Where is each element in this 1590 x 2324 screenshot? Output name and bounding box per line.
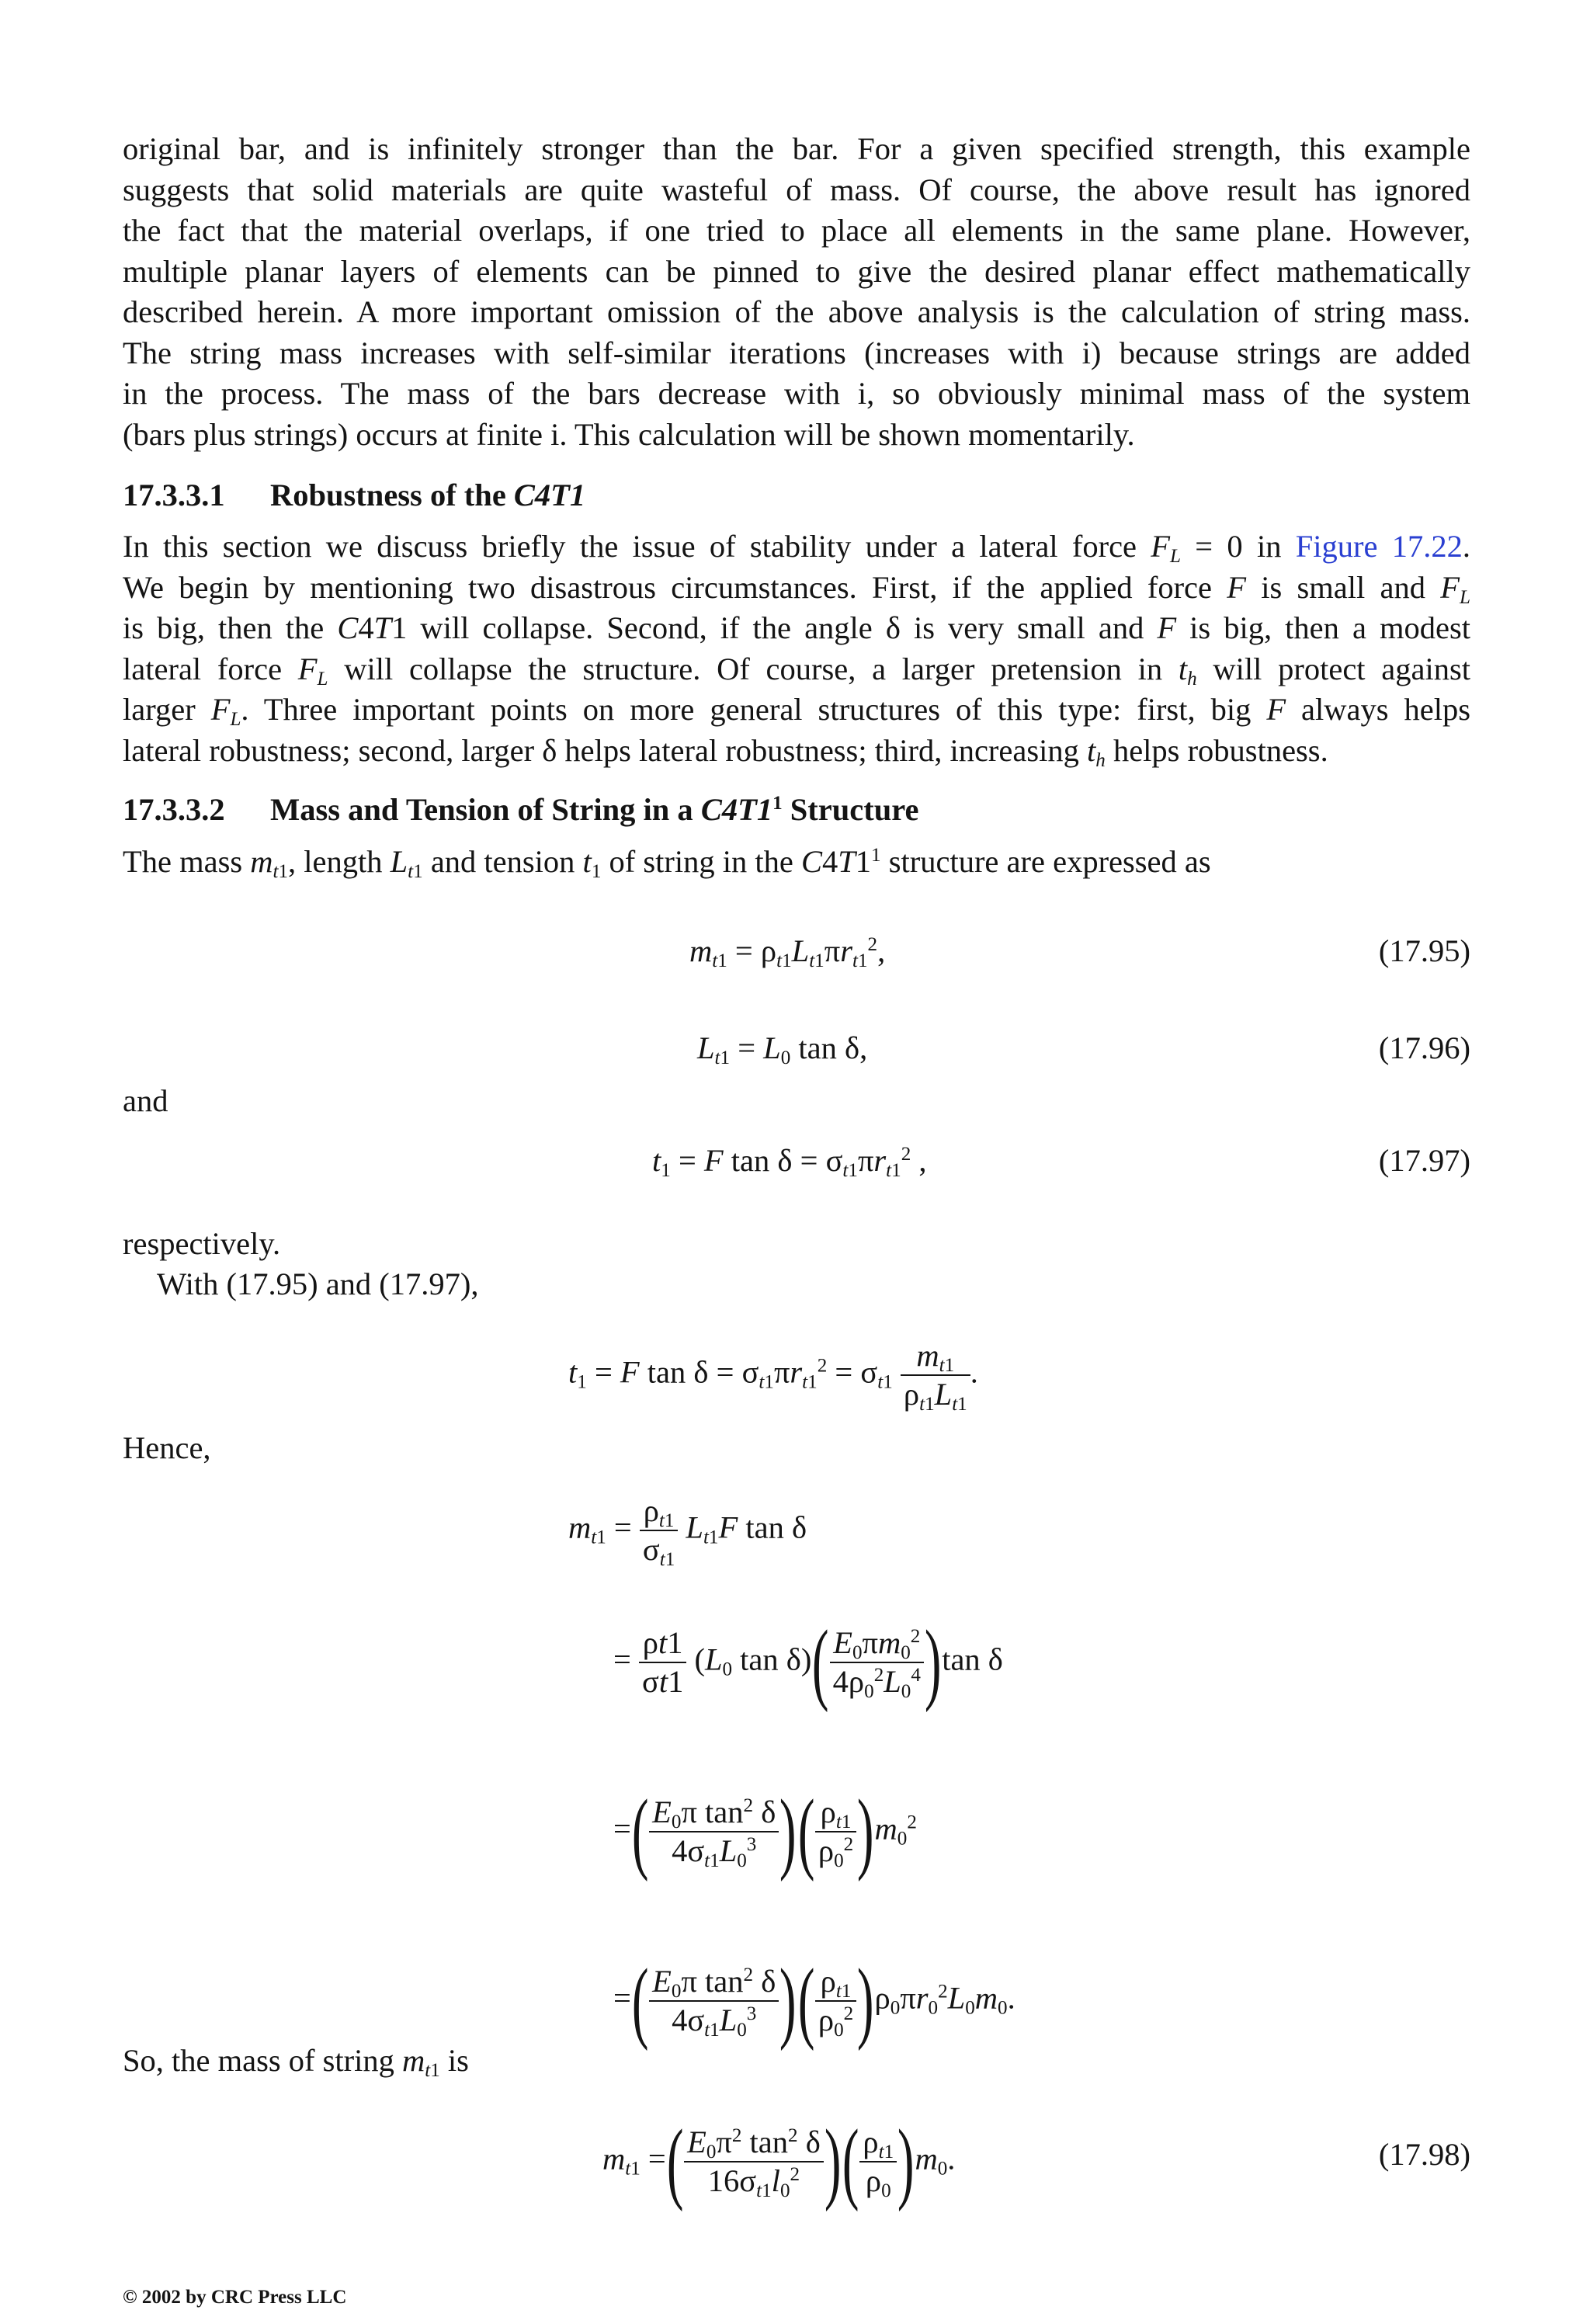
text-with: With (17.95) and (17.97), [157, 1266, 479, 1301]
equation-17-95: $m_{t1} = \rho_{t1}L_{t1}\pi r_{t1}^2$, [689, 933, 886, 972]
equation-mass-step-4: =( $\frac{E_0\pi \tan^2 \delta}{4\sigma_{t1}L_0^3}$ )( $\frac{\rho_{t1}}{\rho_0^2}$ )$\rho_0\pi r_0^2L_0m_0$. [613, 1950, 1015, 2051]
section-number: 17.3.3.1 [123, 478, 225, 512]
intro-line: the fact that the material overlaps, if one tried to place all elements in the same plane. However, [123, 213, 1470, 248]
copyright-footer: © 2002 by CRC Press LLC [123, 2287, 347, 2308]
intro-line: (bars plus strings) occurs at finite i. This calculation will be shown momentarily. [123, 416, 1135, 452]
mass-intro-text: The mass $m_{t1}$, length $L_{t1}$ and tension $t_1$ of string in the $C4T1^1$ structure are expressed as [123, 844, 1211, 883]
section-heading-robustness [123, 475, 585, 516]
intro-line: original bar, and is infinitely stronger than the bar. For a given specified strength, this example [123, 131, 1470, 166]
text-and: and [123, 1083, 168, 1118]
text-respectively: respectively. [123, 1226, 281, 1261]
section-title-italic: C4T1 [513, 478, 586, 512]
figure-link[interactable]: Figure 17.22 [1295, 529, 1463, 564]
intro-line: The string mass increases with self-similar iterations (increases with i) because strings are added [123, 335, 1470, 370]
equation-number: (17.95) [1378, 933, 1470, 968]
equation-mass-step-2: = $\frac{\rho t1}{\sigma t1}$ ($L_0$ tan δ)( $\frac{E_0\pi m_0^2}{4\rho_0^2L_0^4}$ )tan δ [613, 1611, 1003, 1713]
intro-line: suggests that solid materials are quite wasteful of mass. Of course, the above result has ignored [123, 172, 1470, 207]
intro-line: described herein. A more important omission of the above analysis is the calculation of string mass. [123, 294, 1470, 329]
robustness-paragraph: In this section we discuss briefly the issue of stability under a lateral force $F_L = 0$ in Figure 17.22. We begin by mentioning two disastrous circumstances. First, if the applied force F is small and $F_L$ is big, then the C4T1 will collapse. Second, if the angle δ is very small and F is big, then a modest lateral force $F_L$ will collapse the structure. Of course, a larger pretension in $t_h$ will protect against larger $F_L$. Three important points on more general structures of this type: first, big F always helps lateral robustness; second, larger δ helps lateral robustness; third, increasing $t_h$ helps robustness. [123, 529, 1471, 771]
text-hence: Hence, [123, 1430, 211, 1465]
equation-17-97: $t_1 = F$ $\tan \delta = \sigma_{t1}\pi r_{t1}^2$ , [652, 1143, 927, 1182]
equation-number: (17.97) [1378, 1143, 1470, 1178]
equation-mass-step-3: =( $\frac{E_0\pi \tan^2 \delta}{4\sigma_{t1}L_0^3}$ )( $\frac{\rho_{t1}}{\rho_0^2}$ )$m_0^2$ [613, 1780, 917, 1882]
section-number: 17.3.3.2 [123, 792, 225, 827]
equation-number: (17.98) [1378, 2137, 1470, 2172]
intro-line: multiple planar layers of elements can be pinned to give the desired planar effect mathematically [123, 253, 1470, 289]
intro-paragraph [123, 129, 1470, 455]
section-title: Robustness of the [270, 478, 514, 512]
equation-number: (17.96) [1378, 1030, 1470, 1065]
equation-mass-step-1: $m_{t1}$ = $\frac{\rho_{t1}}{\sigma_{t1}}$ $L_{t1}F$ tan δ [568, 1493, 807, 1571]
section-heading-mass-tension: 17.3.3.2 Mass and Tension of String in a $C4T1^1$ Structure [123, 790, 918, 830]
text-so: So, the mass of string $m_{t1}$ is [123, 2043, 469, 2082]
intro-line: in the process. The mass of the bars decrease with i, so obviously minimal mass of the system [123, 376, 1470, 411]
equation-17-96: $L_{t1} = L_0$ tan δ, [697, 1030, 868, 1069]
equation-tension-mass: $t_1 = F$ $\tan \delta = \sigma_{t1}\pi r_{t1}^2 = \sigma_{t1}$ $\frac{m_{t1}}{\rho_{t1}L_{t1}}$ . [568, 1338, 978, 1416]
equation-17-98: $m_{t1}$ =( $\frac{E_0\pi^2 \tan^2 \delta}{16\sigma_{t1}l_0^2}$ )( $\frac{\rho_{t1}}{\rho_0}$ )$m_0$. [602, 2110, 956, 2212]
